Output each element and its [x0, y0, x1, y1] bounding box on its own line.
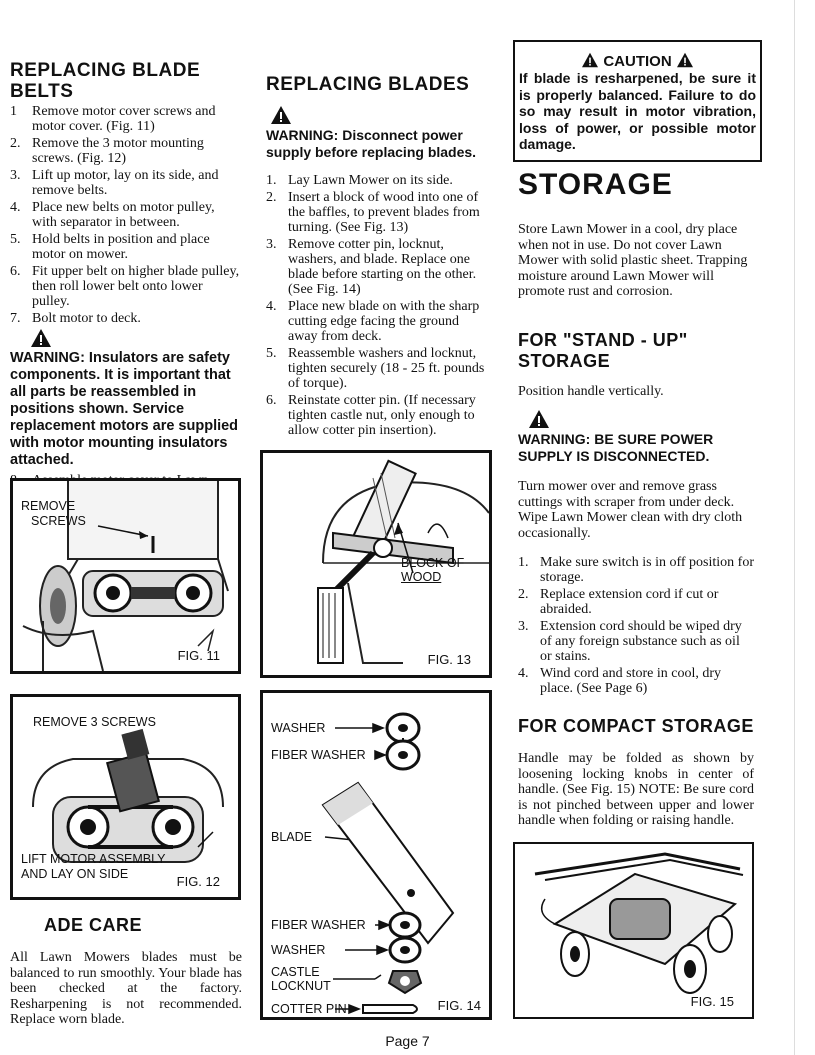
fig14-label-locknut: LOCKNUT	[271, 979, 331, 993]
section-title-standup: FOR "STAND - UP" STORAGE	[518, 329, 688, 371]
step-number: 7.	[10, 311, 21, 326]
fig14-label-blade: BLADE	[271, 830, 312, 844]
fig11-caption: FIG. 11	[177, 648, 220, 663]
caution-title: CAUTION	[603, 53, 672, 70]
fig11-label-remove: REMOVE	[21, 499, 76, 513]
section-title-storage: STORAGE	[518, 168, 673, 201]
step-text: Wind cord and store in cool, dry place. (See Page 6)	[540, 666, 722, 696]
step-number: 3.	[10, 168, 21, 183]
belts-steps-list	[10, 104, 242, 326]
step-number: 2.	[266, 190, 277, 205]
fig12-label-remove-screws: REMOVE 3 SCREWS	[33, 715, 156, 729]
step-number: 2.	[518, 587, 529, 602]
step-text: Replace extension cord if cut or abraided.	[540, 587, 719, 617]
step-item	[10, 200, 242, 230]
step-number: 5.	[10, 232, 21, 247]
blade-care-section	[10, 915, 242, 1028]
step-text: Fit upper belt on higher blade pulley, then roll lower belt onto lower pulley.	[32, 264, 240, 309]
step-item	[10, 168, 242, 198]
figure-13	[260, 450, 492, 678]
belts-warning: WARNING: Insulators are safety components. It is important that all parts be reassembled in positions shown. Service replacement motors are supplied with motor mounting insulators attached.	[10, 350, 239, 468]
step-text: Extension cord should be wiped dry of any foreign substance such as oil or stains.	[540, 619, 742, 664]
step-text: Hold belts in position and place motor on mower.	[32, 232, 210, 262]
step-item	[266, 190, 492, 235]
fig14-caption: FIG. 14	[437, 998, 481, 1013]
step-item	[266, 393, 492, 438]
fig14-label-castle: CASTLE	[271, 965, 320, 979]
section-title-belts: REPLACING BLADE BELTS	[10, 60, 201, 102]
step-number: 4.	[10, 200, 21, 215]
fig12-label-lift-1: LIFT MOTOR ASSEMBLY	[21, 852, 166, 866]
fig15-caption: FIG. 15	[690, 994, 734, 1009]
fig12-caption: FIG. 12	[176, 874, 220, 889]
fig11-label-screws: SCREWS	[31, 514, 86, 528]
step-item	[518, 555, 754, 585]
step-text: Insert a block of wood into one of the baffles, to prevent blades from turning. (See Fig. 13)	[288, 190, 480, 235]
step-number: 1.	[266, 173, 277, 188]
section-title-blades: REPLACING BLADES	[266, 74, 470, 95]
step-number: 1	[10, 104, 17, 119]
figure-15	[513, 842, 754, 1019]
fig13-label-block: BLOCK OF	[401, 556, 465, 570]
step-text: Remove the 3 motor mounting screws. (Fig. 12)	[32, 136, 204, 166]
step-text: Remove cotter pin, locknut, washers, and blade. Replace one blade before starting on the other. (See Fig. 14)	[288, 237, 477, 297]
step-text: Place new belts on motor pulley, with separator in between.	[32, 200, 215, 230]
figure-12	[10, 694, 241, 900]
fig14-label-cotter-pin: COTTER PIN	[271, 1002, 347, 1016]
step-item	[10, 264, 242, 309]
step-item	[10, 136, 242, 166]
step-number: 3.	[266, 237, 277, 252]
standup-warning: WARNING: BE SURE POWER SUPPLY IS DISCONNECTED.	[518, 431, 714, 464]
warning-triangle-icon	[30, 328, 52, 348]
step-number: 3.	[518, 619, 529, 634]
step-item	[10, 311, 242, 326]
step-text: Remove motor cover screws and motor cover. (Fig. 11)	[32, 104, 216, 134]
column-middle	[266, 0, 492, 440]
blades-steps-list	[266, 173, 492, 438]
fig12-label-lift-2: AND LAY ON SIDE	[21, 867, 129, 881]
step-item	[10, 232, 242, 262]
step-item	[266, 173, 492, 188]
fig14-label-washer-bottom: WASHER	[271, 943, 326, 957]
page-edge-line	[794, 0, 795, 1055]
standup-steps-list	[518, 555, 754, 696]
step-item	[518, 619, 754, 664]
step-text: Lift up motor, lay on its side, and remove belts.	[32, 168, 219, 198]
figure-11	[10, 478, 241, 674]
column-right	[518, 0, 754, 829]
standup-text: Turn mower over and remove grass cuttings with scraper from under deck. Wipe Lawn Mower clean with dry cloth occasionally.	[518, 479, 743, 541]
step-text: Bolt motor to deck.	[32, 311, 141, 326]
step-item	[518, 666, 754, 696]
step-item	[266, 299, 492, 344]
fig14-label-fiber-washer-top: FIBER WASHER	[271, 748, 366, 762]
caution-text: If blade is resharpened, be sure it is properly balanced. Failure to do so may result in motor vibration, loss of power, or possible motor damage.	[519, 70, 756, 152]
warning-triangle-icon	[528, 409, 550, 429]
warning-triangle-icon	[270, 105, 292, 125]
step-item	[10, 104, 242, 134]
section-title-blade-care: ADE CARE	[44, 915, 143, 935]
blade-care-text: All Lawn Mowers blades must be balanced to run smoothly. Your blade has been checked at the factory. Resharpening is not recommended. Replace worn blade.	[10, 950, 242, 1027]
step-text: Reinstate cotter pin. (If necessary tighten castle nut, only enough to allow cotter pin insertion).	[288, 393, 476, 438]
storage-text: Store Lawn Mower in a cool, dry place when not in use. Do not cover Lawn Mower with solid plastic sheet. Trapping moisture around Lawn Mower will promote rust and corrosion.	[518, 222, 748, 299]
step-text: Lay Lawn Mower on its side.	[288, 173, 453, 188]
fig14-label-washer-top: WASHER	[271, 721, 326, 735]
step-text: Place new blade on with the sharp cutting edge facing the ground away from deck.	[288, 299, 480, 344]
step-item	[266, 346, 492, 391]
section-title-compact: FOR COMPACT STORAGE	[518, 716, 754, 736]
page-number: Page 7	[385, 1033, 430, 1049]
step-number: 5.	[266, 346, 277, 361]
step-number: 4.	[266, 299, 277, 314]
standup-intro: Position handle vertically.	[518, 383, 664, 399]
blades-warning: WARNING: Disconnect power supply before replacing blades.	[266, 127, 477, 160]
step-text: Make sure switch is in off position for storage.	[540, 555, 754, 585]
step-text: Reassemble washers and locknut, tighten securely (18 - 25 ft. pounds of torque).	[288, 346, 485, 391]
step-number: 6.	[10, 264, 21, 279]
step-number: 2.	[10, 136, 21, 151]
compact-storage-illustration	[515, 844, 752, 1017]
step-item	[518, 587, 754, 617]
step-number: 6.	[266, 393, 277, 408]
compact-text: Handle may be folded as shown by loosening locking knobs in center of handle. (See Fig. 15) NOTE: Be sure cord is not pinched between upper and lower handle when folding or raising handle.	[518, 751, 754, 828]
fig13-label-wood: WOOD	[401, 570, 442, 584]
column-left	[10, 0, 242, 505]
step-number: 1.	[518, 555, 529, 570]
fig14-label-fiber-washer-bottom: FIBER WASHER	[271, 918, 366, 932]
figure-14	[260, 690, 492, 1020]
fig13-caption: FIG. 13	[427, 652, 471, 667]
step-number: 4.	[518, 666, 529, 681]
step-item	[266, 237, 492, 297]
